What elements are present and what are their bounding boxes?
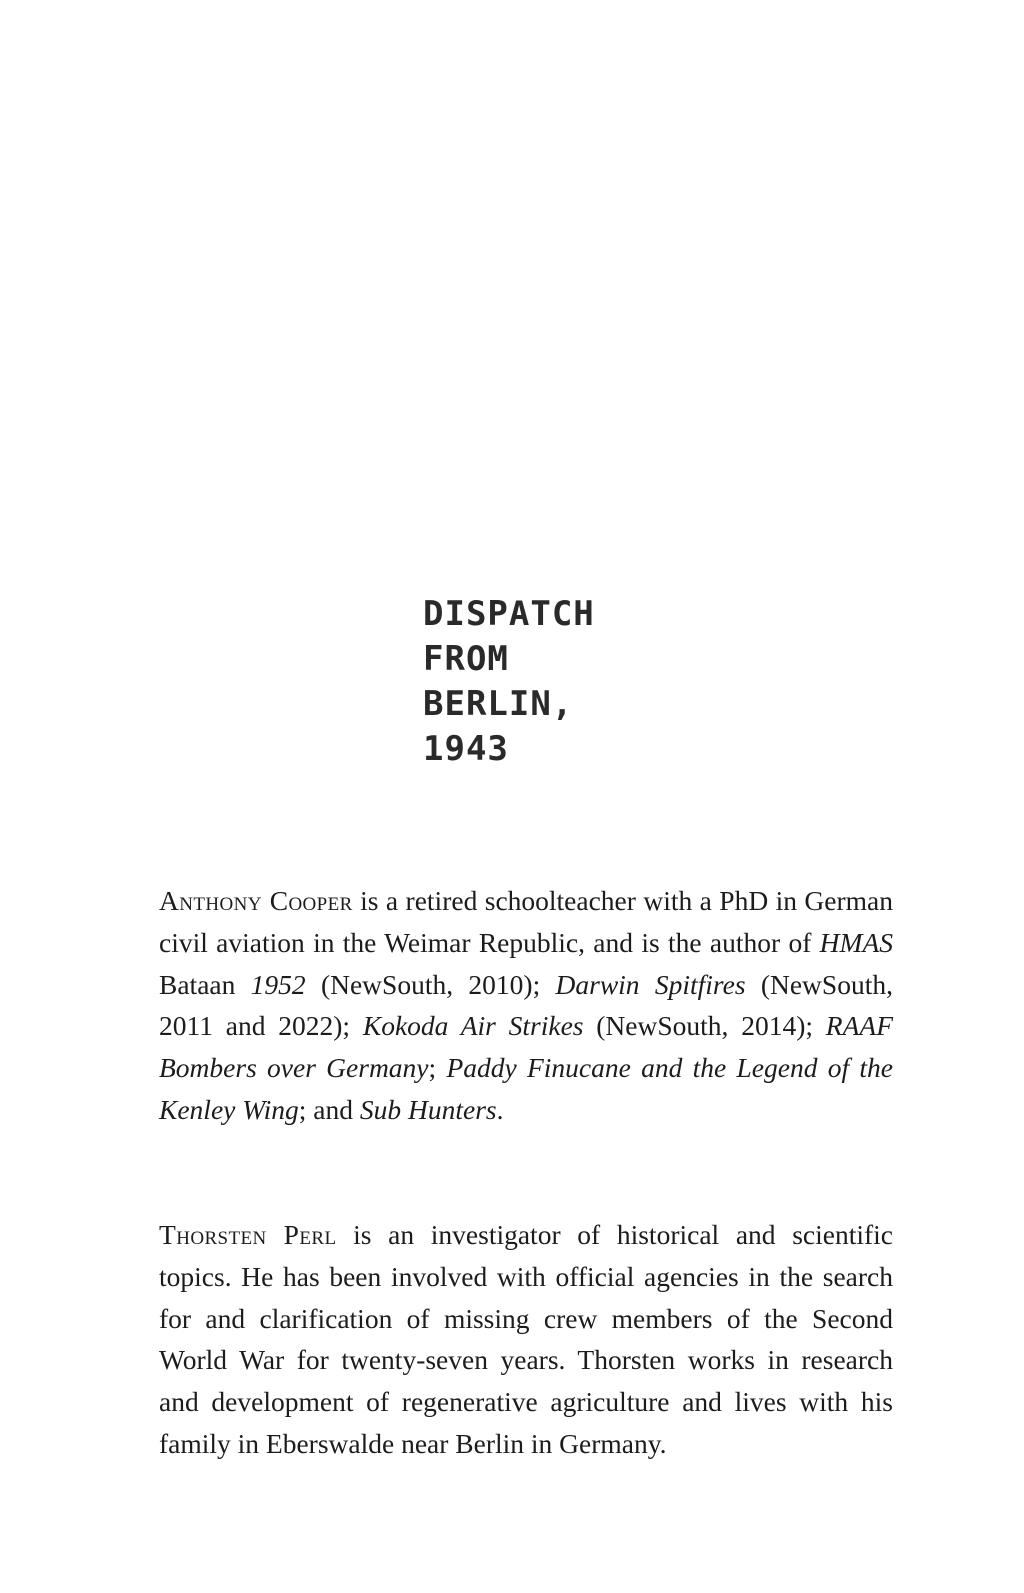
- bio-text: Bataan: [159, 968, 251, 1000]
- book-title: [423, 592, 595, 772]
- author-bio-perl: [159, 1214, 893, 1465]
- book-title-ref: Sub Hunters: [359, 1093, 497, 1125]
- title-line: 1943: [423, 729, 509, 769]
- book-title-ref: Kokoda Air Strikes: [362, 1010, 584, 1042]
- book-title-ref: RAAF Bombers over Germany: [159, 1010, 893, 1084]
- bio-text: (NewSouth, 2010);: [305, 968, 556, 1000]
- title-line: BERLIN,: [423, 684, 574, 724]
- bio-text: (NewSouth, 2011 and 2022);: [159, 968, 893, 1042]
- bio-text: ;: [428, 1052, 447, 1084]
- author-name: Anthony Cooper: [159, 885, 353, 916]
- book-title-ref: Paddy Finucane and the Legend of the Kenley Wing: [159, 1052, 894, 1125]
- author-name: Thorsten Perl: [159, 1219, 337, 1250]
- bio-text: .: [496, 1093, 504, 1125]
- book-title-ref: 1952: [250, 968, 306, 1000]
- title-line: DISPATCH: [423, 594, 595, 634]
- bio-text: is a retired schoolteacher with a PhD in German civil aviation in the Weimar Republic, and is the author of: [159, 885, 893, 958]
- title-line: FROM: [423, 639, 509, 679]
- book-title-ref: Darwin Spitfires: [555, 968, 746, 1000]
- bio-text: (NewSouth, 2014);: [583, 1010, 826, 1042]
- bio-text: is an investigator of historical and scientific topics. He has been involved with official agencies in the search for and clarification of missing crew members of the Second World War for twenty-seven years. Thorsten works in research and development of regenerative agriculture and lives with his family in Eberswalde near Berlin in Germany.: [159, 1219, 893, 1459]
- author-bio-cooper: [159, 880, 893, 1131]
- book-title-ref: HMAS: [819, 926, 893, 958]
- bio-text: ; and: [298, 1093, 360, 1125]
